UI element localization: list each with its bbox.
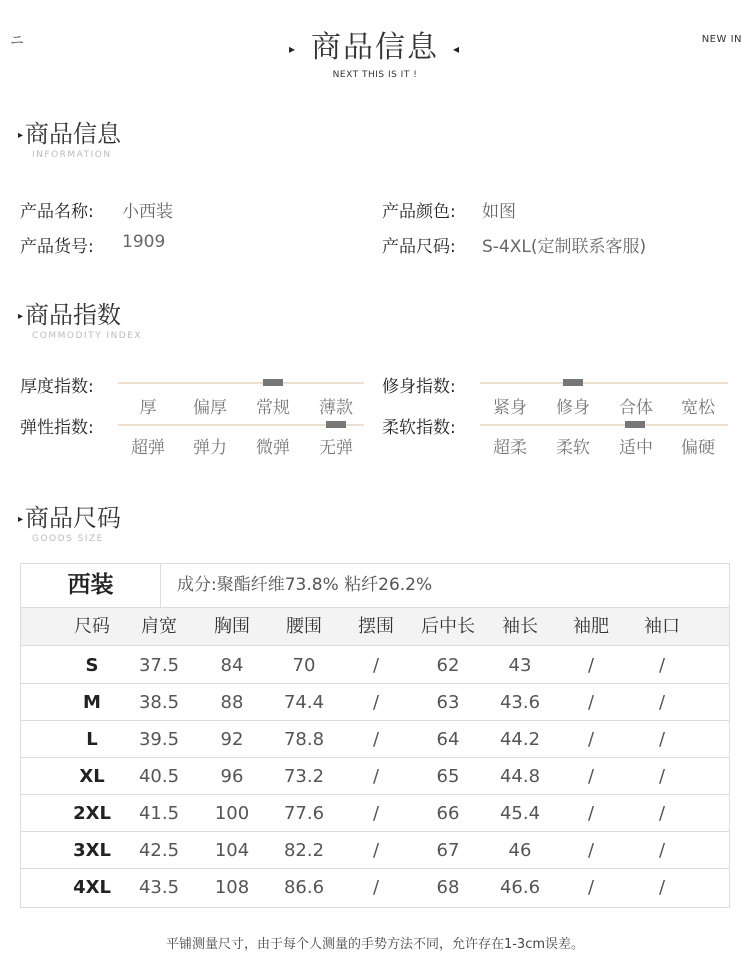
section-info-subtitle: INFORMATION [32, 150, 112, 160]
fit-option: 宽松 [681, 398, 715, 418]
arrow-right-icon: ▸ [288, 41, 297, 56]
fit-index-label: 修身指数: [382, 377, 456, 397]
page-title [0, 22, 750, 66]
size-table [20, 563, 730, 908]
table-cell: 104 [214, 840, 250, 861]
column-header: 尺码 [74, 616, 110, 637]
size-cell: 3XL [73, 840, 111, 861]
table-cell: / [658, 803, 666, 824]
table-cell: / [372, 803, 380, 824]
table-cell: 74.4 [283, 692, 325, 713]
table-cell: 37.5 [138, 655, 180, 676]
table-row [21, 795, 729, 832]
new-in-label: NEW IN [701, 34, 742, 45]
table-cell: / [658, 877, 666, 898]
thickness-option: 偏厚 [193, 398, 227, 418]
fit-marker [563, 379, 583, 386]
table-cell: / [372, 877, 380, 898]
elasticity-option: 无弹 [319, 438, 353, 458]
product-size-label: 产品尺码: [382, 237, 456, 257]
table-cell: / [587, 655, 595, 676]
table-cell: 43 [508, 655, 532, 676]
elasticity-index-label: 弹性指数: [20, 418, 94, 438]
column-header: 摆围 [358, 616, 394, 637]
table-row [21, 684, 729, 721]
thickness-index-label: 厚度指数: [20, 377, 94, 397]
table-cell: 64 [436, 729, 460, 750]
elasticity-option: 弹力 [193, 438, 227, 458]
elasticity-marker [326, 421, 346, 428]
softness-track [480, 424, 728, 426]
table-cell: 38.5 [138, 692, 180, 713]
table-cell: 44.8 [499, 766, 541, 787]
table-cell: 43.6 [499, 692, 541, 713]
table-cell: / [587, 729, 595, 750]
table-row [21, 832, 729, 869]
table-cell: 65 [436, 766, 460, 787]
size-cell: XL [79, 766, 105, 787]
table-row [21, 721, 729, 758]
table-cell: / [372, 766, 380, 787]
softness-option: 适中 [619, 438, 653, 458]
table-cell: 43.5 [138, 877, 180, 898]
table-cell: 42.5 [138, 840, 180, 861]
fit-track [480, 382, 728, 384]
size-cell: S [85, 655, 99, 676]
softness-marker [625, 421, 645, 428]
table-cell: 67 [436, 840, 460, 861]
table-cell: 46.6 [499, 877, 541, 898]
column-header: 袖长 [502, 616, 538, 637]
section-size-title-text: 商品尺码 [25, 504, 122, 532]
table-cell: / [372, 692, 380, 713]
composition-text: 成分:聚酯纤维73.8% 粘纤26.2% [177, 575, 433, 595]
softness-index-label: 柔软指数: [382, 418, 456, 438]
table-cell: 78.8 [283, 729, 325, 750]
softness-option: 偏硬 [681, 438, 715, 458]
product-size-value: S-4XL(定制联系客服) [482, 237, 647, 257]
table-cell: / [372, 655, 380, 676]
fit-option: 修身 [556, 398, 590, 418]
table-cell: 41.5 [138, 803, 180, 824]
section-size-title [18, 498, 121, 533]
column-header: 肩宽 [141, 616, 177, 637]
table-cell: 44.2 [499, 729, 541, 750]
table-cell: 108 [214, 877, 250, 898]
thickness-track [118, 382, 364, 384]
thickness-option: 常规 [256, 398, 290, 418]
fit-option: 合体 [619, 398, 653, 418]
size-table-column-header [21, 608, 729, 646]
table-cell: 77.6 [283, 803, 325, 824]
thickness-option: 薄款 [319, 398, 353, 418]
table-cell: / [587, 877, 595, 898]
table-cell: 40.5 [138, 766, 180, 787]
table-row [21, 647, 729, 684]
table-cell: 66 [436, 803, 460, 824]
table-cell: / [658, 766, 666, 787]
table-cell: 39.5 [138, 729, 180, 750]
section-index-title-text: 商品指数 [25, 301, 122, 329]
product-name-label: 产品名称: [20, 202, 94, 222]
table-cell: / [658, 655, 666, 676]
size-cell: 4XL [73, 877, 111, 898]
column-header: 腰围 [286, 616, 322, 637]
measurement-note: 平铺测量尺寸，由于每个人测量的手势方法不同，允许存在1-3cm误差。 [165, 937, 585, 952]
size-cell: M [83, 692, 101, 713]
table-cell: 96 [220, 766, 244, 787]
arrow-left-icon: ◂ [453, 41, 462, 56]
column-header: 袖肥 [573, 616, 609, 637]
table-cell: 73.2 [283, 766, 325, 787]
elasticity-option: 超弹 [131, 438, 165, 458]
table-cell: 100 [214, 803, 250, 824]
column-header: 胸围 [214, 616, 250, 637]
page-title-text: 商品信息 [311, 30, 439, 65]
table-cell: / [658, 840, 666, 861]
table-cell: 46 [508, 840, 532, 861]
table-cell: 45.4 [499, 803, 541, 824]
table-cell: 84 [220, 655, 244, 676]
table-cell: / [587, 803, 595, 824]
product-color-label: 产品颜色: [382, 202, 456, 222]
thickness-option: 厚 [139, 398, 157, 418]
table-cell: 86.6 [283, 877, 325, 898]
table-cell: 82.2 [283, 840, 325, 861]
product-name-value: 小西装 [122, 202, 173, 222]
table-cell: 68 [436, 877, 460, 898]
table-cell: / [372, 840, 380, 861]
section-arrow-icon: ▸ [18, 129, 24, 141]
section-index-subtitle: COMMODITY INDEX [32, 331, 143, 341]
column-header: 后中长 [421, 616, 475, 637]
table-cell: 88 [220, 692, 244, 713]
table-cell: 63 [436, 692, 460, 713]
table-cell: / [658, 692, 666, 713]
section-arrow-icon: ▸ [18, 310, 24, 322]
section-size-subtitle: GOODS SIZE [32, 534, 104, 544]
table-cell: 62 [436, 655, 460, 676]
size-cell: L [86, 729, 98, 750]
table-cell: / [658, 729, 666, 750]
section-info-title-text: 商品信息 [25, 120, 122, 148]
table-cell: / [587, 766, 595, 787]
elasticity-option: 微弹 [256, 438, 290, 458]
menu-icon[interactable]: ニ [10, 33, 24, 49]
table-cell: / [587, 840, 595, 861]
page-subtitle: NEXT THIS IS IT ! [332, 70, 418, 80]
softness-option: 超柔 [493, 438, 527, 458]
thickness-marker [263, 379, 283, 386]
product-type-label: 西装 [21, 564, 161, 607]
section-info-title [18, 114, 121, 149]
section-arrow-icon: ▸ [18, 513, 24, 525]
product-code-value: 1909 [122, 232, 166, 252]
softness-option: 柔软 [556, 438, 590, 458]
table-row [21, 758, 729, 795]
table-row [21, 869, 729, 906]
table-cell: / [372, 729, 380, 750]
product-code-label: 产品货号: [20, 237, 94, 257]
table-cell: 92 [220, 729, 244, 750]
section-index-title [18, 295, 121, 330]
table-cell: / [587, 692, 595, 713]
size-table-header [21, 564, 729, 608]
product-color-value: 如图 [482, 202, 516, 222]
fit-option: 紧身 [493, 398, 527, 418]
table-cell: 70 [292, 655, 316, 676]
size-cell: 2XL [73, 803, 111, 824]
column-header: 袖口 [644, 616, 680, 637]
